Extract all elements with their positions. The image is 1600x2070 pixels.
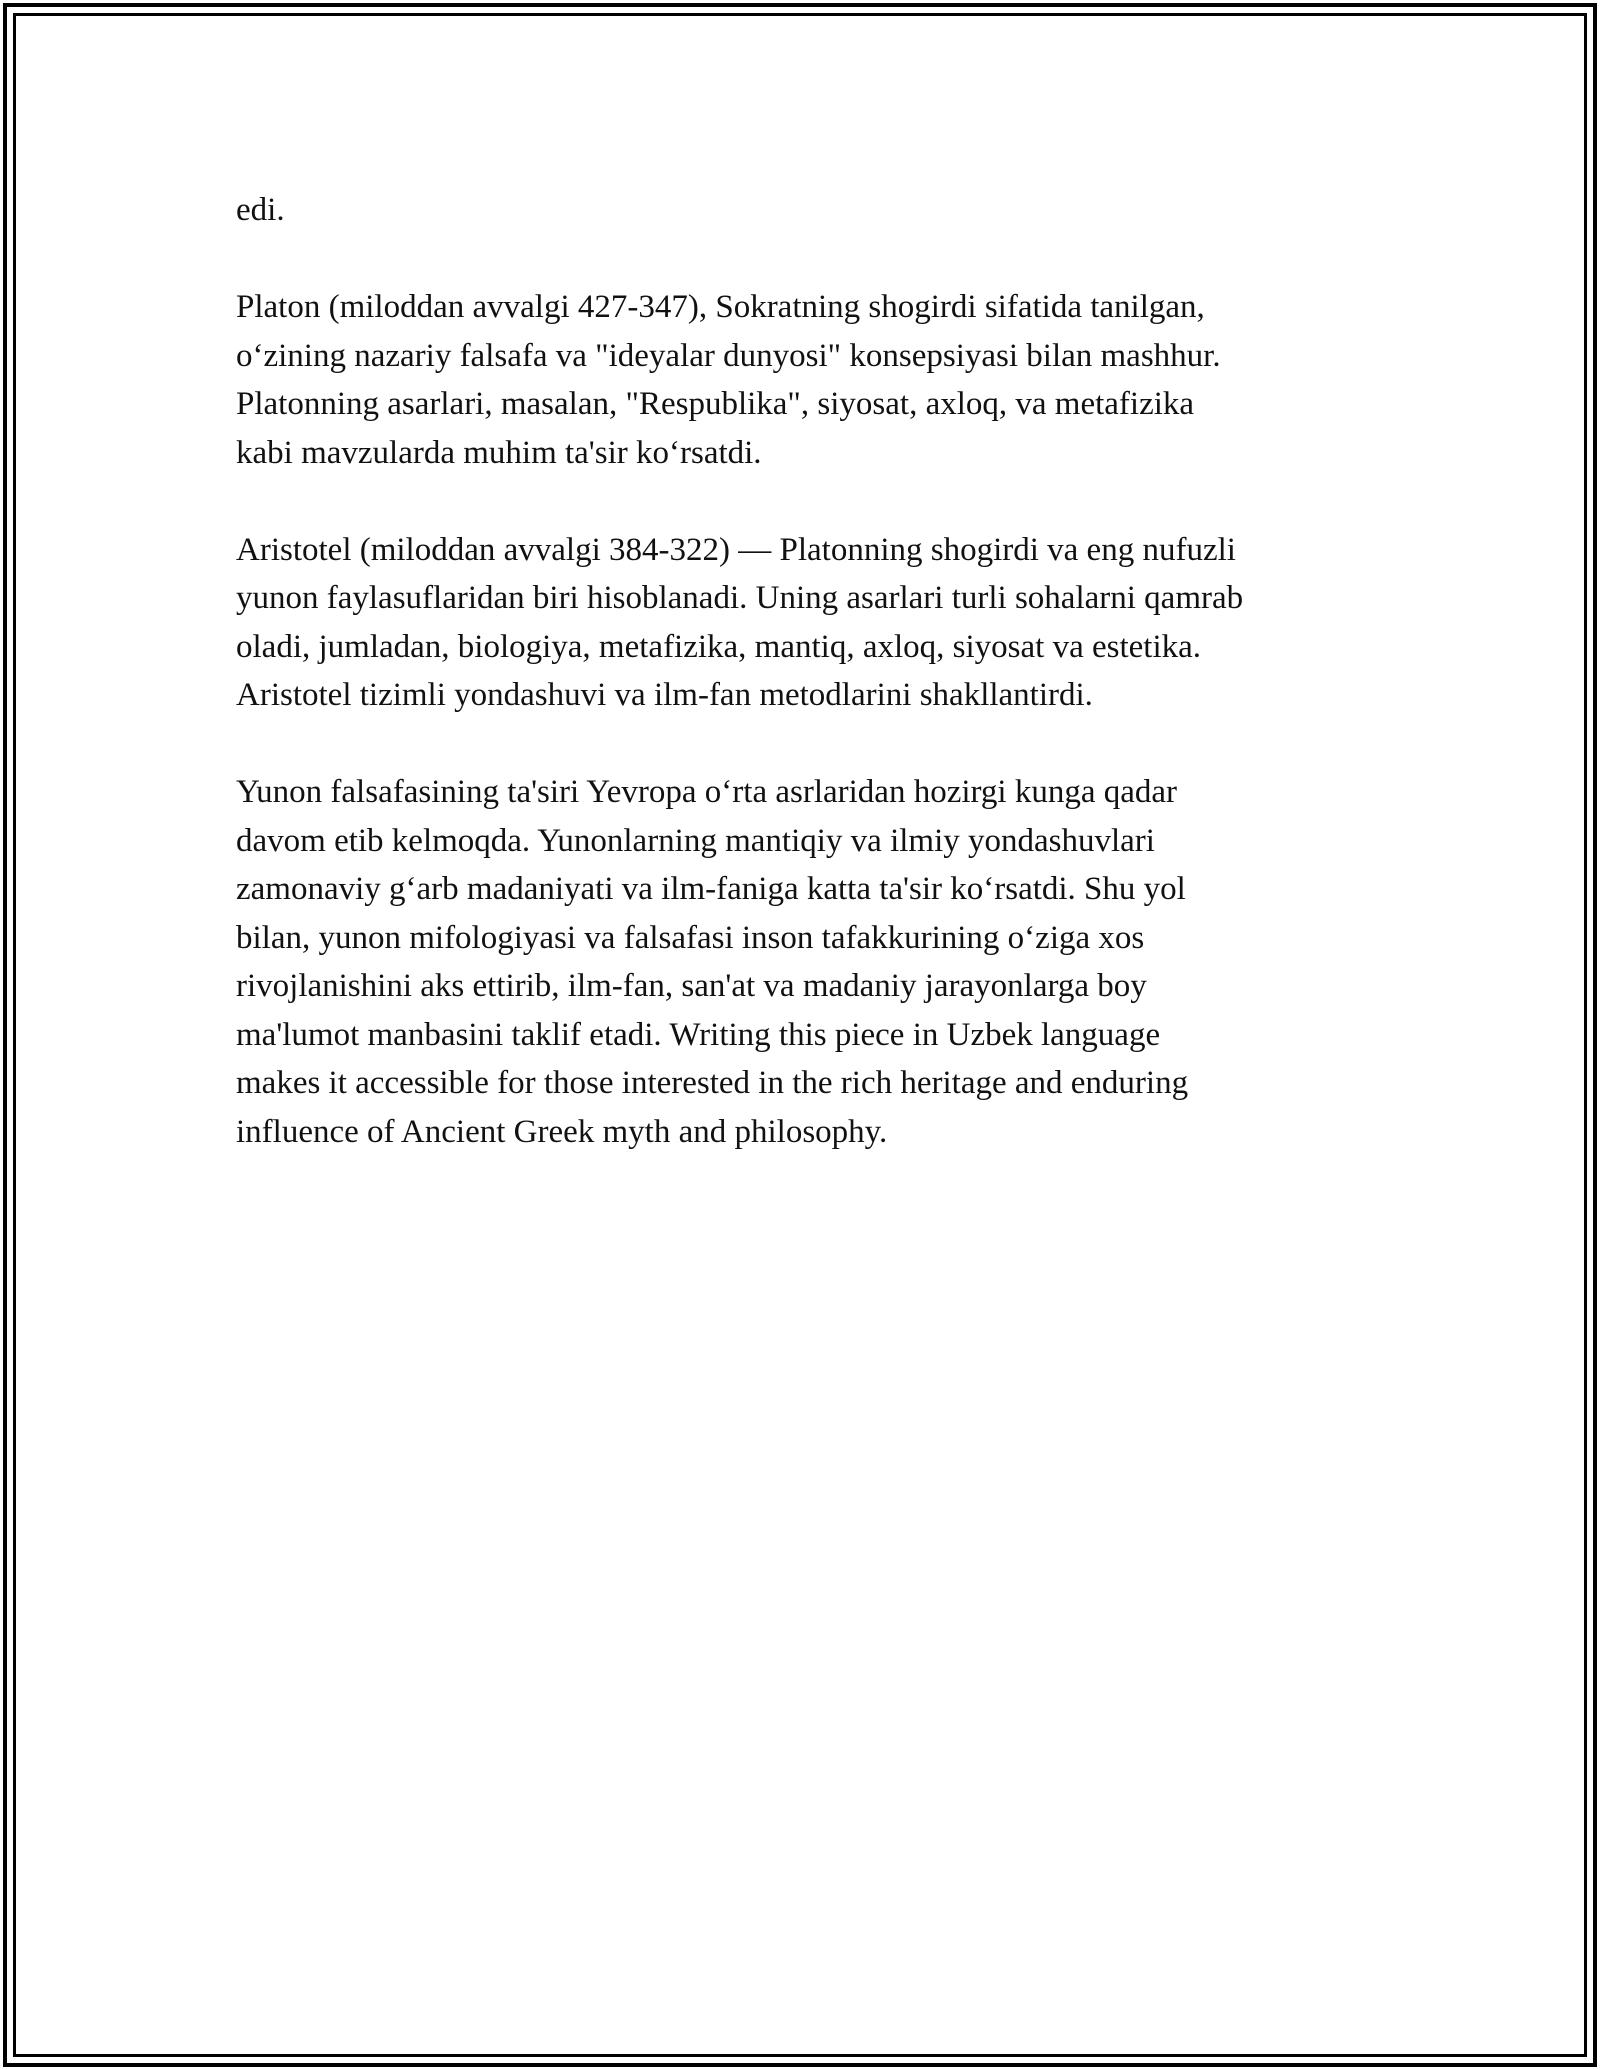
text-line: makes it accessible for those interested in the rich heritage and enduring [236,1065,1189,1101]
text-line: bilan, yunon mifologiyasi va falsafasi inson tafakkurining o‘ziga xos [236,919,1145,956]
text-line: yunon faylasuflaridan biri hisoblanadi. Uning asarlari turli sohalarni qamrab [236,580,1244,616]
text-line: kabi mavzularda muhim ta'sir ko‘rsatdi. [236,434,762,471]
text-line: influence of Ancient Greek myth and philosophy. [236,1113,888,1150]
paragraph-continuation [236,186,1416,235]
text-line: Platonning asarlari, masalan, "Respublika", siyosat, axloq, va metafizika [236,386,1195,422]
text-line: Platon (miloddan avvalgi 427-347), Sokratning shogirdi sifatida tanilgan, [236,289,1205,325]
text-line: davom etib kelmoqda. Yunonlarning mantiqiy va ilmiy yondashuvlari [236,822,1155,859]
paragraph-influence [236,768,1416,1156]
document-body [236,186,1416,1205]
text-line: rivojlanishini aks ettirib, ilm-fan, san'at va madaniy jarayonlarga boy [236,968,1147,1004]
paragraph-aristotel [236,526,1416,720]
paragraph-platon [236,283,1416,477]
text-line: Yunon falsafasining ta'siri Yevropa o‘rta asrlaridan hozirgi kunga qadar [236,774,1177,810]
text-line: ma'lumot manbasini taklif etadi. Writing this piece in Uzbek language [236,1016,1161,1053]
text-line: zamonaviy g‘arb madaniyati va ilm-faniga katta ta'sir ko‘rsatdi. Shu yol [236,871,1186,907]
text-line: Aristotel (miloddan avvalgi 384-322) — Platonning shogirdi va eng nufuzli [236,531,1236,568]
text-line: oladi, jumladan, biologiya, metafizika, mantiq, axloq, siyosat va estetika. [236,628,1202,665]
text-line: edi. [236,192,285,228]
text-line: Aristotel tizimli yondashuvi va ilm-fan metodlarini shakllantirdi. [236,677,1093,713]
text-line: o‘zining nazariy falsafa va "ideyalar dunyosi" konsepsiyasi bilan mashhur. [236,337,1221,374]
